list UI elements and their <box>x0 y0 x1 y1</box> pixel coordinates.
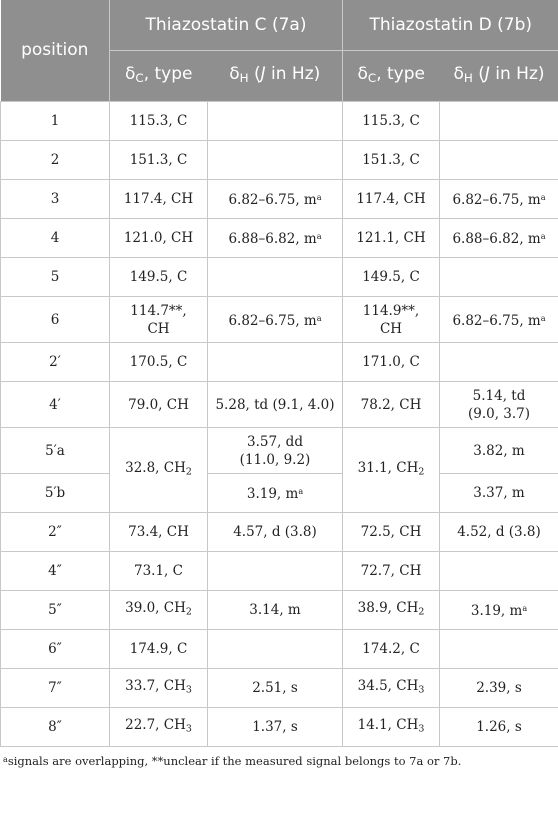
shift-c-7a: 73.1, C <box>110 552 208 591</box>
table-row <box>1 513 558 552</box>
shift-h-7a: 1.37, s <box>208 708 343 747</box>
table-row <box>1 102 558 141</box>
shift-c-7b: 31.1, $CH_2$ <box>343 428 440 513</box>
shift-c-7a: 39.0, $CH_2$ <box>110 591 208 630</box>
shift-h-7a: 5.28, td (9.1, 4.0) <box>208 382 343 428</box>
shift-h-7b: 6.88–6.82, $m^a$ <box>440 219 558 258</box>
position-cell: 8″ <box>1 708 110 747</box>
shift-c-7b: 121.1, CH <box>343 219 440 258</box>
shift-h-7b: 1.26, s <box>440 708 558 747</box>
shift-h-7b: 3.37, m <box>440 474 558 513</box>
shift-c-7a: 114.7**, CH <box>110 297 208 343</box>
header-position: position <box>1 0 110 102</box>
shift-c-7b: 38.9, $CH_2$ <box>343 591 440 630</box>
position-cell: 4″ <box>1 552 110 591</box>
shift-h-7b <box>440 552 558 591</box>
shift-c-7b: 114.9**, CH <box>343 297 440 343</box>
shift-c-7b: 14.1, $CH_3$ <box>343 708 440 747</box>
table-row <box>1 630 558 669</box>
header-7b-delta-c: $\delta_C$, type <box>343 51 440 102</box>
shift-h-7b: 6.82–6.75, $m^a$ <box>440 180 558 219</box>
shift-c-7a: 115.3, C <box>110 102 208 141</box>
shift-c-7b: 115.3, C <box>343 102 440 141</box>
position-cell: 3 <box>1 180 110 219</box>
shift-c-7a: 32.8, $CH_2$ <box>110 428 208 513</box>
shift-h-7b: 4.52, d (3.8) <box>440 513 558 552</box>
position-cell: 7″ <box>1 669 110 708</box>
position-cell: 5′a <box>1 428 110 474</box>
shift-c-7a: 151.3, C <box>110 141 208 180</box>
table-row <box>1 591 558 630</box>
footnote-text: signals are overlapping, **unclear if the measured signal belongs to 7a or 7b. <box>7 754 462 769</box>
shift-h-7a: 6.82–6.75, $m^a$ <box>208 180 343 219</box>
shift-h-7a: 3.14, m <box>208 591 343 630</box>
position-cell: 5 <box>1 258 110 297</box>
table-row <box>1 219 558 258</box>
position-cell: 6 <box>1 297 110 343</box>
table-row <box>1 180 558 219</box>
shift-c-7b: 117.4, CH <box>343 180 440 219</box>
shift-h-7a: 4.57, d (3.8) <box>208 513 343 552</box>
shift-c-7a: 79.0, CH <box>110 382 208 428</box>
shift-c-7a: 117.4, CH <box>110 180 208 219</box>
position-cell: 4′ <box>1 382 110 428</box>
position-cell: 2′ <box>1 343 110 382</box>
position-cell: 6″ <box>1 630 110 669</box>
header-thiazostatin-d: Thiazostatin D (7b) <box>343 0 558 51</box>
table-row <box>1 141 558 180</box>
shift-h-7b <box>440 258 558 297</box>
shift-c-7b: 174.2, C <box>343 630 440 669</box>
position-cell: 2″ <box>1 513 110 552</box>
position-cell: 5″ <box>1 591 110 630</box>
shift-c-7a: 149.5, C <box>110 258 208 297</box>
shift-c-7b: 72.7, CH <box>343 552 440 591</box>
shift-c-7a: 22.7, $CH_3$ <box>110 708 208 747</box>
footnote-mark: a <box>3 755 8 764</box>
table-row <box>1 552 558 591</box>
shift-h-7a: 3.19, $m^a$ <box>208 474 343 513</box>
shift-h-7a: 3.57, dd (11.0, 9.2) <box>208 428 343 474</box>
shift-c-7b: 149.5, C <box>343 258 440 297</box>
table-row <box>1 669 558 708</box>
shift-c-7b: 151.3, C <box>343 141 440 180</box>
shift-h-7b: 2.39, s <box>440 669 558 708</box>
table-row <box>1 343 558 382</box>
shift-c-7a: 121.0, CH <box>110 219 208 258</box>
position-cell: 4 <box>1 219 110 258</box>
shift-h-7a: 6.88–6.82, $m^a$ <box>208 219 343 258</box>
table-footnote <box>0 747 558 768</box>
shift-c-7a: 170.5, C <box>110 343 208 382</box>
shift-c-7a: 73.4, CH <box>110 513 208 552</box>
shift-h-7b: 5.14, td (9.0, 3.7) <box>440 382 558 428</box>
shift-h-7b <box>440 343 558 382</box>
shift-c-7b: 72.5, CH <box>343 513 440 552</box>
shift-h-7a <box>208 102 343 141</box>
shift-h-7a: 2.51, s <box>208 669 343 708</box>
shift-c-7a: 33.7, $CH_3$ <box>110 669 208 708</box>
position-cell: 1 <box>1 102 110 141</box>
shift-h-7b: 3.82, m <box>440 428 558 474</box>
header-7a-delta-c: $\delta_C$, type <box>110 51 208 102</box>
header-7b-delta-h: $\delta_H$ (J in Hz) <box>440 51 558 102</box>
table-row <box>1 382 558 428</box>
shift-h-7a <box>208 552 343 591</box>
position-cell: 5′b <box>1 474 110 513</box>
header-7a-delta-h: $\delta_H$ (J in Hz) <box>208 51 343 102</box>
shift-h-7a: 6.82–6.75, $m^a$ <box>208 297 343 343</box>
shift-c-7b: 78.2, CH <box>343 382 440 428</box>
shift-h-7b: 3.19, $m^a$ <box>440 591 558 630</box>
position-cell: 2 <box>1 141 110 180</box>
shift-h-7a <box>208 141 343 180</box>
shift-c-7b: 34.5, $CH_3$ <box>343 669 440 708</box>
shift-h-7a <box>208 343 343 382</box>
shift-h-7a <box>208 258 343 297</box>
table-row <box>1 474 558 513</box>
shift-h-7b <box>440 102 558 141</box>
table-row <box>1 297 558 343</box>
table-row <box>1 258 558 297</box>
shift-h-7b: 6.82–6.75, $m^a$ <box>440 297 558 343</box>
shift-c-7a: 174.9, C <box>110 630 208 669</box>
table-row <box>1 428 558 474</box>
shift-h-7b <box>440 630 558 669</box>
shift-h-7a <box>208 630 343 669</box>
shift-h-7b <box>440 141 558 180</box>
table-row <box>1 708 558 747</box>
shift-c-7b: 171.0, C <box>343 343 440 382</box>
header-thiazostatin-c: Thiazostatin C (7a) <box>110 0 343 51</box>
